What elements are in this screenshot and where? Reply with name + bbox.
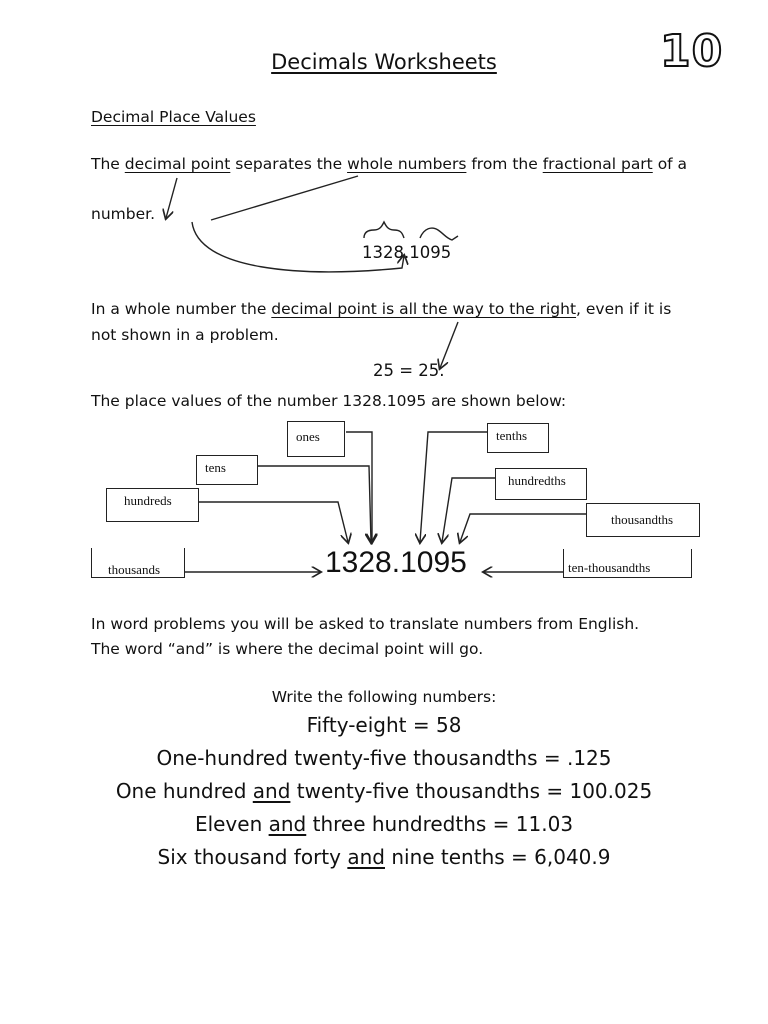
intro-line-2: number. [91,205,155,223]
exercise-line-2: One-hundred twenty-five thousandths = .125 [156,746,612,770]
term-whole-numbers: whole numbers [347,155,467,173]
term-fractional-part: fractional part [542,155,653,173]
exercise-text: nine tenths = 6,040.9 [384,845,611,869]
word-problems-line-2: The word “and” is where the decimal point will go. [91,640,484,658]
exercise-line-1: Fifty-eight = 58 [306,713,462,737]
intro-text: separates the [230,155,348,173]
term-decimal-point: decimal point [124,155,231,173]
exercise-line-4 [0,812,768,836]
intro-text: The [91,155,125,173]
section-heading: Decimal Place Values [91,108,256,126]
label-hundreds: hundreds [106,488,199,522]
label-ones: ones [287,421,345,457]
place-values-intro: The place values of the number 1328.1095 are shown below: [91,392,567,410]
whole-note-line-2: not shown in a problem. [91,326,279,344]
exercise-text: three hundredths = 11.03 [306,812,574,836]
exercise-line-5 [0,845,768,869]
exercise-text: Six thousand forty [157,845,348,869]
word-problems-line-1: In word problems you will be asked to translate numbers from English. [91,615,640,633]
exercise-heading: Write the following numbers: [271,688,497,706]
exercise-and: and [268,812,307,836]
exercise-text: Eleven [194,812,269,836]
intro-line-1 [91,151,687,177]
whole-note-example: 25 = 25. [373,361,445,380]
page-title: Decimals Worksheets [271,50,497,74]
exercise-and: and [347,845,385,869]
whole-note-line-1 [91,296,671,322]
label-thousandths: thousandths [586,503,700,537]
exercise-line-3 [0,779,768,803]
intro-text: from the [466,155,543,173]
whole-note-text: In a whole number the [91,300,272,318]
whole-note-emphasis: decimal point is all the way to the right [271,300,577,318]
intro-text: of a [652,155,688,173]
label-tenths: tenths [487,423,549,453]
exercise-text: twenty-five thousandths = 100.025 [290,779,653,803]
label-ten-thousandths: ten-thousandths [563,549,692,578]
label-tens: tens [196,455,258,485]
place-value-number: 1328.1095 [325,546,467,579]
exercise-and: and [252,779,291,803]
label-thousands: thousands [91,548,185,578]
whole-note-text: , even if it is [576,300,672,318]
exercise-text: One hundred [115,779,253,803]
page-number: 10 [660,26,724,77]
label-hundredths: hundredths [495,468,587,500]
example-number: 1328.1095 [362,243,452,262]
